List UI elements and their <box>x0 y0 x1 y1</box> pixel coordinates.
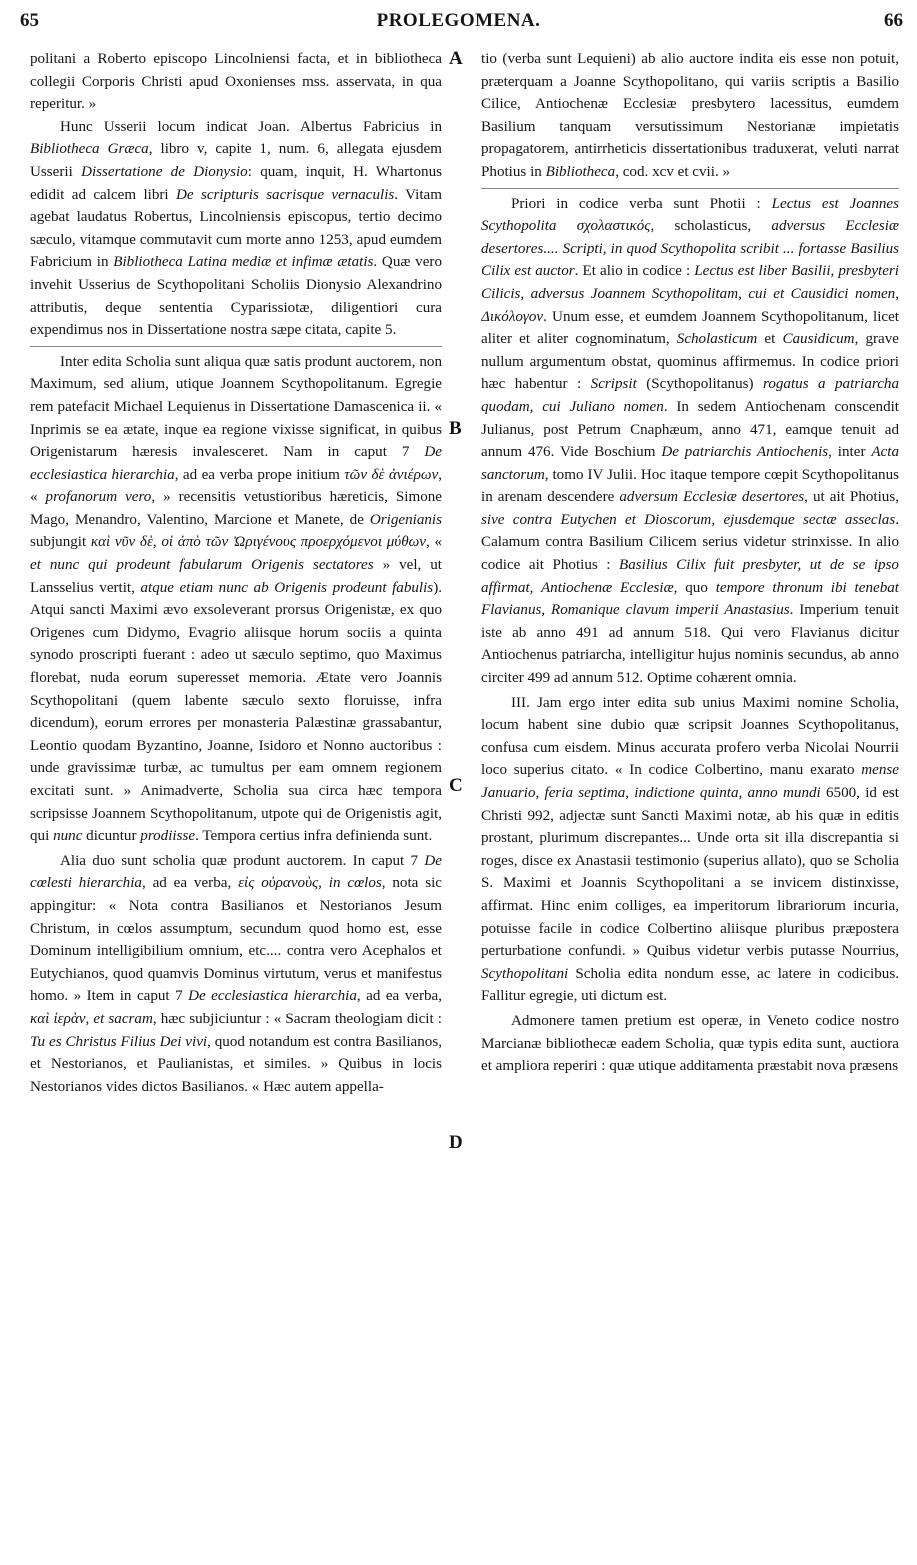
italic-run: Dissertatione de Dionysio <box>81 163 248 180</box>
text-run: , ad ea verba prope initium <box>174 466 345 483</box>
right-paragraph-1 <box>481 48 899 184</box>
italic-run: adversus Ecclesiæ desertores.... Scripti, in quod Scythopolita scribit ... fortasse Basilius Cilix est auctor <box>481 218 899 280</box>
italic-run: Lectus est liber Basilii, presbyteri Cilicis, adversus Joannem Scythopolitam, cui et Causidici nomen, Δικόλογον <box>481 263 899 325</box>
italic-run: profanorum vero <box>45 489 152 506</box>
italic-run: Bibliotheca Græca <box>30 141 149 158</box>
text-run: III. Jam ergo inter edita sub unius Maximi nomine Scholia, locum habent sine dubio quæ scripsit Joannes Scythopolitanus, confusa cum eisdem. Minus accurata profero verba Nicolai Nourrii loco superius citato. « In codice Colbertino, manu exarato <box>481 694 899 779</box>
italic-run: Bibliotheca Latina mediæ et infimæ ætatis <box>113 254 374 271</box>
text-run: ). Atqui sancti Maximi ævo exsoleverant prorsus Origenistæ, ex quo Origenes cum Didymo, Evagrio aliisque horum sociis a quinta synodo proscripti fuerant : adeo ut sæculo septimo, quo Maximus florebat, nuda eorum superesset memoria. Ætate vero Joannis Scythopolitani (quem labente sæculo sexto floruisse, infra dicendum), eorum errores per monasteria Palæstinæ grassabantur, Leontio quodam Byzantino, Joanne, Isidoro et Nonno auctoribus : unde gravissimæ turbæ, ac tumultus per eam omnem regionem excitati sunt. » Animadverte, Scholia sua circa hæc tempora scripsisse Joannem Scythopolitanum, utpote qui de Origenistis agit, qui <box>30 579 442 845</box>
left-column <box>30 48 442 1553</box>
text-run: : quam, inquit, H. Whartonus edidit ad calcem libri <box>30 163 442 203</box>
text-run: , quod notandum est contra Basilianos, et Nestorianos, et Paulianistas, et similes. » Quibus in locis Nestorianos vides dictos Basilianos. « Hæc autem appella- <box>30 1033 442 1095</box>
italic-run: Scythopolitani <box>481 965 569 982</box>
italic-run: De patriarchis Antiochenis <box>661 444 829 461</box>
right-paragraph-2 <box>481 193 899 690</box>
right-paragraph-4 <box>481 1010 899 1078</box>
page-number-left: 65 <box>20 10 39 31</box>
italic-run: De ecclesiastica hierarchia <box>30 444 442 483</box>
italic-run: τῶν δὲ ἀνιέρων <box>344 466 439 483</box>
italic-run: tempore thronum ibi tenebat Flavianus, Romanique clavum imperii Anastasius <box>481 579 899 619</box>
text-run: et <box>757 331 783 348</box>
text-run: 6500, id est Christi 992, adjectæ sunt Sancti Maximi notæ, ab his quæ in editis prostant, plurimum discrepantes... Unde orta sit illa discrepantia si roges, disce ex Anastasii testimonio (superius allato), quo se Scholia S. Maximi et Joannis Scythopolitani a se invicem distinxisse, affirmat. Hinc enim colliges, ea imperitorum librariorum incuria, potuisse facile in codice Colbertino aliisque pluribus præpostera perturbatione confundi. » Quibus videtur verbis putasse Nourrius, <box>481 785 899 960</box>
italic-run: nunc <box>53 828 83 845</box>
italic-run: Origenianis <box>369 511 442 528</box>
italic-run: mense Januario, feria septima, indictione quinta, anno mundi <box>481 762 899 801</box>
italic-run: Scholasticum <box>676 331 758 348</box>
text-run: , quo <box>673 579 716 596</box>
text-run: , « <box>425 534 442 551</box>
left-paragraph-2 <box>30 116 442 342</box>
text-run: . Tempora certius infra definienda sunt. <box>195 828 433 845</box>
margin-marker-c: C <box>449 775 463 796</box>
italic-run: Basilius Cilix fuit presbyter, ut de se ipso affirmat, Antiochenæ Ecclesiæ <box>481 557 899 596</box>
text-run: Admonere tamen pretium est operæ, in Veneto codice nostro Marcianæ bibliothecæ eadem Scholia, quæ typis edita sunt, auctiora et ampliora reperiri : quæ utique additamenta præstabit nova præsens <box>481 1012 899 1075</box>
running-header <box>0 10 917 44</box>
right-paragraph-3 <box>481 692 899 1008</box>
column-rule <box>481 188 899 189</box>
italic-run: Tu es Christus Filius Dei vivi <box>30 1033 208 1050</box>
text-run: dicuntur <box>82 828 141 845</box>
text-run: , scholasticus, <box>650 218 772 235</box>
text-run: . Unum esse, et eumdem Joannem Scythopolitanum, licet aliter et aliter cognominatum, <box>481 308 899 348</box>
italic-run: atque etiam nunc ab Origenis prodeunt fabulis <box>140 579 434 596</box>
italic-run: De cœlesti hierarchia <box>30 852 442 892</box>
text-run: , » recensitis vetustioribus hæreticis, Simone Mago, Menandro, Valentino, Marcione et Manete, de <box>30 489 442 528</box>
text-run: subjungit <box>30 534 91 551</box>
text-run: , tomo IV Julii. Hoc itaque tempore cœpit Scythopolitanus in arenam descendere <box>481 466 899 506</box>
column-rule <box>30 346 442 347</box>
text-run: . Quæ vero invehit Usserius de Scythopolitani Scholiis Dionysio Alexandrino attributis, deque sententia Cyparissiotæ, diligentiori cura expendimus nos in Dissertatione nostra sæpe citata, capite 5. <box>30 254 442 339</box>
text-run: » vel, ut Lansselius vertit, <box>30 557 442 596</box>
text-run: . Et alio in codice : <box>574 263 695 280</box>
italic-run: Lectus est Joannes Scythopolita σχολαστικός <box>481 195 899 235</box>
text-run: tio (verba sunt Lequieni) ab alio auctore indita eis esse non potuit, præterquam a Joanne Scythopolitano, qui variis scriptis a Basilio Cilice, Antiochenæ Ecclesiæ presbytero lacessitus, eumdem Basilium tanquam versutissimum Nestorianæ impietatis propagatorem, antirrheticis dissertationibus traduxerat, veluti narrat Photius in <box>481 51 899 180</box>
text-run: Scholia edita nondum esse, ac latere in codicibus. Fallitur egregie, uti dictum est. <box>481 965 899 1005</box>
margin-marker-d: D <box>449 1132 463 1153</box>
italic-run: καὶ ἱερὰν, et sacram <box>30 1010 153 1027</box>
italic-run: et nunc qui prodeunt fabularum Origenis sectatores <box>30 557 374 574</box>
text-run: , ut ait Photius, <box>804 489 899 506</box>
text-run: . Vitam agebat laudatus Robertus, Lincolniensis episcopus, tertio decimo sæculo, vitamque commutavit cum morte anno 1253, apud eumdem Fabricium in <box>30 186 442 271</box>
text-run: politani a Roberto episcopo Lincolniensi facta, et in bibliotheca collegii Corporis Christi apud Oxonienses mss. asservata, in qua reperitur. » <box>30 51 442 113</box>
text-run: , « <box>30 466 442 506</box>
text-run: . Calamum contra Basilium Cilicem serius videtur strinxisse. In alio codice ait Photius : <box>481 511 899 574</box>
italic-run: Bibliotheca <box>545 163 616 180</box>
text-run: , inter <box>828 444 872 461</box>
text-run: , hæc subjiciuntur : « Sacram theologiam dicit : <box>152 1010 442 1027</box>
running-title: PROLEGOMENA. <box>376 10 541 31</box>
text-run: Alia duo sunt scholia quæ produnt auctorem. In caput 7 <box>60 852 425 869</box>
italic-run: καὶ νῦν δὲ, οἱ ἀπὸ τῶν Ὠριγένους προερχόμενοι μύθων <box>90 534 426 551</box>
text-run: , ad ea verba, <box>356 988 442 1005</box>
page-number-right: 66 <box>884 10 903 31</box>
text-run: , ad ea verba, <box>141 875 239 892</box>
left-paragraph-1 <box>30 48 442 116</box>
text-run: Priori in codice verba sunt Photii : <box>511 195 772 212</box>
margin-marker-a: A <box>449 48 463 69</box>
text-run: Hunc Usserii locum indicat Joan. Albertus Fabricius in <box>60 118 442 135</box>
text-run: , nota sic appingitur: « Nota contra Basilianos et Nestorianos Jesum Christum, in cœlos assumptum, secundum quod homo est, esse Dominum intelligibilium omnium, etc.... contra vero Acephalos et Eutychianos, quod quamvis Dominus virtutum, verus et manifestus homo. » Item in caput 7 <box>30 875 442 1005</box>
text-run: , grave nullum argumentum obstat, quominus affirmemus. In codice priori hæc habentur : <box>481 331 899 393</box>
italic-run: Causidicum <box>782 331 855 348</box>
italic-run: rogatus a patriarcha quodam, cui Juliano nomen <box>481 376 899 415</box>
left-paragraph-4 <box>30 850 442 1099</box>
margin-marker-b: B <box>449 418 462 439</box>
italic-run: Acta sanctorum <box>481 444 899 483</box>
left-paragraph-3 <box>30 351 442 848</box>
text-run: Inter edita Scholia sunt aliqua quæ satis produnt auctorem, non Maximum, sed alium, utique Joannem Scythopolitanum. Egregie rem patefacit Michael Lequienus in Dissertatione Damascenica ii. « Inprimis se ea ætate, inque ea regione vixisse significat, in quibus Origenistarum hæresis invalesceret. Nam in caput 7 <box>30 353 442 461</box>
italic-run: sive contra Eutychen et Dioscorum, ejusdemque sectæ asseclas <box>481 511 896 528</box>
text-run: , libro v, capite 1, num. 6, allegata ejusdem Usserii <box>30 141 442 180</box>
italic-run: εἰς οὐρανοὺς, in cœlos <box>238 875 382 892</box>
right-column <box>481 48 899 1553</box>
italic-run: Scripsit <box>590 376 637 393</box>
italic-run: De ecclesiastica hierarchia <box>188 988 357 1005</box>
italic-run: prodiisse <box>140 828 196 845</box>
text-run: . Imperium tenuit iste ab anno 491 ad annum 518. Qui vero Flavianus dicitur Antiochenus patriarcha, intelligitur hujus nominis secundus, ab anno circiter 499 ad annum 512. Optime cohærent omnia. <box>481 602 899 687</box>
text-run: . In sedem Antiochenam conscendit Julianus, post Petrum Cnaphæum, anno 471, eamque tenuit ad annum 476. Vide Boschium <box>481 398 899 461</box>
italic-run: De scripturis sacrisque vernaculis <box>175 186 395 203</box>
text-run: (Scythopolitanus) <box>636 376 763 393</box>
italic-run: adversum Ecclesiæ desertores <box>619 489 805 506</box>
text-run: , cod. xcv et cvii. » <box>615 163 731 180</box>
